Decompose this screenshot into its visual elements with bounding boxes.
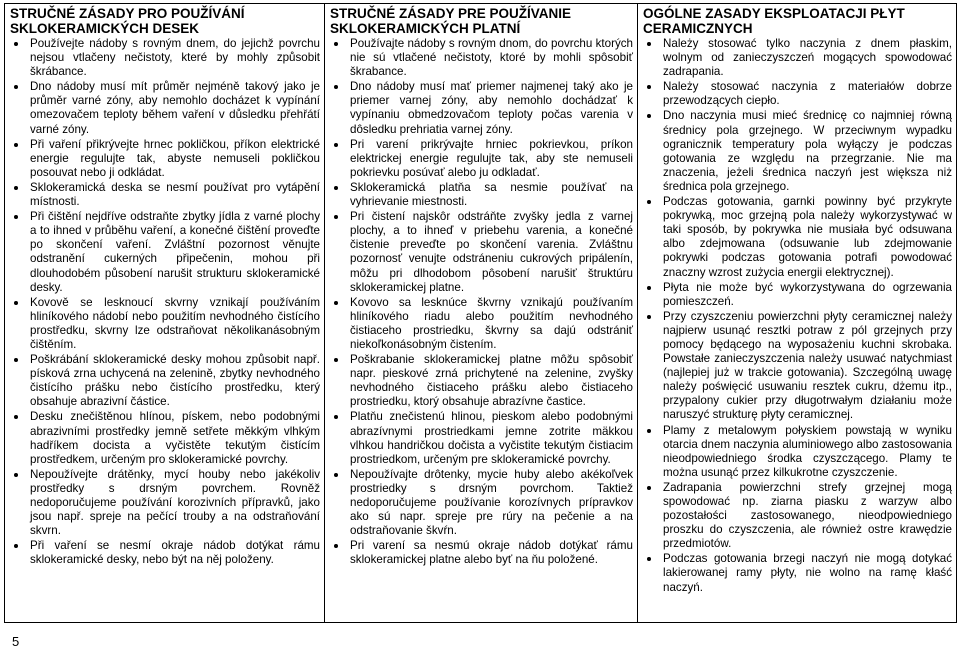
list-item-text: Platňu znečistenú hlinou, pieskom alebo podobnými abrazívnymi prostriedkami jemne zotrite mäkkou vlhkou handričkou dočista a vyčistite tekutým čistiacim prostriedkom, určeným pre sklokeramické povrchy.	[350, 410, 633, 466]
list-item	[643, 424, 952, 480]
bullet-icon	[14, 358, 18, 362]
list-item	[643, 80, 952, 108]
bullet-icon	[14, 415, 18, 419]
list-item	[10, 37, 320, 79]
list-item-text: Sklokeramická platňa sa nesmie používať na vyhrievanie miestnosti.	[350, 180, 633, 209]
list-item-text: Należy stosować naczynia z materiałów dobrze przewodzących ciepło.	[663, 80, 952, 108]
list-item-text: Zadrapania powierzchni strefy grzejnej mogą spowodować np. ziarna piasku z warzyw albo pozostałości zastosowanego, nieodpowiedniego proszku do czyszczenia, ale również ostre krawędzie przedmiotów.	[663, 480, 952, 551]
list-item-text: Poškrábání sklokeramické desky mohou způsobit např. písková zrna uchycená na zelenině, zbytky nevhodného čistícího prášku nebo čistícího prostředku, který obsahuje abrazivní částice.	[30, 353, 320, 409]
bullet-icon	[14, 473, 18, 477]
column-title-slovak: STRUČNÉ ZÁSADY PRE POUŽÍVANIE SKLOKERAMICKÝCH PLATNÍ	[330, 6, 572, 36]
list-item	[330, 37, 633, 79]
list-item	[330, 410, 633, 466]
bullet-icon	[14, 544, 18, 548]
bullet-icon	[334, 215, 338, 219]
list-item-text: Při čištění nejdříve odstraňte zbytky jídla z varné plochy a to ihned v průběhu vaření, a konečné čištění proveďte po skončení vaření. Zvláštní pozornost věnujte odstranění cukerných připečenin, mohou při dlouhodobém působení narušit strukturu sklokeramické desky.	[30, 210, 320, 294]
list-item-text: Sklokeramická deska se nesmí používat pro vytápění místnosti.	[30, 180, 320, 209]
list-item-text: Používajte nádoby s rovným dnom, do povrchu ktorých nie sú vtlačené nečistoty, ktoré by mohli spôsobiť škrabance.	[350, 37, 633, 79]
list-item-text: Nepoužívejte drátěnky, mycí houby nebo jakékoliv prostředky s drsným povrchem. Rovněž nedoporučujeme používání korozivních přípravků, jako jsou např. spreje na pečící trouby a na odstraňování skvrn.	[30, 467, 320, 538]
bullet-icon	[334, 415, 338, 419]
bullet-icon	[14, 143, 18, 147]
list-polish	[643, 37, 952, 595]
list-czech	[10, 37, 320, 567]
list-item	[10, 80, 320, 136]
list-item-text: Plamy z metalowym połyskiem powstają w wyniku otarcia dnem naczynia aluminiowego albo zastosowania nieodpowiedniego środka czyszczącego. Plamy te można usunąć przez kilkukrotne czyszczenie.	[663, 423, 952, 479]
bullet-icon	[647, 200, 651, 204]
bullet-icon	[334, 301, 338, 305]
bullet-icon	[334, 544, 338, 548]
list-item-text: Dno naczynia musi mieć średnicę co najmniej równą średnicy pola grzejnego. W przeciwnym wypadku ogranicznik temperatury pola wyłączy je podczas gotowania ze względu na przegrzanie. Nie ma znaczenia, jeżeli średnica naczyń jest większa niż średnica pola grzejnego.	[663, 109, 952, 193]
list-item-text: Należy stosować tylko naczynia z dnem płaskim, wolnym od zanieczyszczeń mogących spowodować zadrapania.	[663, 37, 952, 79]
list-item	[10, 138, 320, 180]
bullet-icon	[647, 429, 651, 433]
list-item	[643, 109, 952, 194]
column-title-czech: STRUČNÉ ZÁSADY PRO POUŽÍVÁNÍ SKLOKERAMICKÝCH DESEK	[10, 6, 245, 36]
list-item	[330, 539, 633, 567]
bullet-icon	[14, 186, 18, 190]
bullet-icon	[334, 85, 338, 89]
list-item-text: Nepoužívajte drôtenky, mycie huby alebo akékoľvek prostriedky s drsným povrchom. Taktiež nedoporučujeme používanie korozívnych prípravkov ako sú napr. spreje pre rúry na pečenie a na odstraňovanie škvŕn.	[350, 467, 633, 538]
list-item	[330, 80, 633, 136]
bullet-icon	[14, 85, 18, 89]
list-item	[10, 181, 320, 209]
list-item-text: Pri čistení najskôr odstráňte zvyšky jedla z varnej plochy, a to ihneď v priebehu varenia, a konečné čistenie preveďte po skončení varenia. Zvláštnu pozornosť venujte odstráneniu cukrových pripálenín, môžu pri dlhodobom pôsobení narušiť štruktúru sklokeramickej platne.	[350, 210, 633, 294]
list-item-text: Při vaření se nesmí okraje nádob dotýkat rámu sklokeramické desky, nebo být na něj položeny.	[30, 539, 320, 567]
list-item	[643, 195, 952, 280]
list-item-text: Používejte nádoby s rovným dnem, do jejichž povrchu nejsou vtlačeny nečistoty, které by mohly způsobit škrábance.	[30, 37, 320, 79]
list-item	[10, 210, 320, 295]
bullet-icon	[647, 42, 651, 46]
list-item	[330, 296, 633, 352]
bullet-icon	[647, 286, 651, 290]
list-item	[10, 296, 320, 352]
list-item	[643, 281, 952, 309]
list-item-text: Kovově se lesknoucí skvrny vznikají používáním hliníkového nádobí nebo použitím nevhodného čistícího prostředku, skvrny lze odstraňovat několikanásobným čištěním.	[30, 295, 320, 351]
list-item	[330, 210, 633, 295]
bullet-icon	[647, 114, 651, 118]
list-item	[643, 552, 952, 594]
bullet-icon	[647, 557, 651, 561]
list-item-text: Przy czyszczeniu powierzchni płyty ceramicznej należy najpierw usunąć resztki potraw z pól grzejnych przy pomocy będącego na wyposażeniu kuchni skrobaka. Powstałe zanieczyszczenia należy usuwać natychmiast (najlepiej już w trakcie gotowania). Szczególną uwagę należy poświęcić usuwaniu resztek cukru, dżemu itp., przypalony cukier przy długotrwałym działaniu może naruszyć strukturę płyty ceramicznej.	[663, 309, 952, 422]
list-item-text: Podczas gotowania, garnki powinny być przykryte pokrywką, moc grzejną pola należy wykorzystywać w taki sposób, by pokrywka nie musiała być odsuwana albo zdejmowana (odsuwanie lub zdejmowanie pokrywki podczas gotowania potrafi powodować znaczny wzrost zużycia energii elektrycznej).	[663, 195, 952, 279]
list-item	[330, 181, 633, 209]
bullet-icon	[334, 186, 338, 190]
list-item-text: Płyta nie może być wykorzystywana do ogrzewania pomieszczeń.	[663, 280, 952, 308]
list-item-text: Poškrabanie sklokeramickej platne môžu spôsobiť napr. pieskové zrná prichytené na zelenine, zvyšky nevhodného čistiaceho prášku alebo čistiaceho prostriedku, ktorý obsahuje abrazívne častice.	[350, 353, 633, 409]
bullet-icon	[14, 42, 18, 46]
column-czech	[5, 4, 325, 622]
list-item-text: Podczas gotowania brzegi naczyń nie mogą dotykać lakierowanej ramy płyty, nie wolno na ramę kłaść naczyń.	[663, 552, 952, 594]
list-item-text: Při vaření přikrývejte hrnec pokličkou, příkon elektrické energie regulujte tak, abyste nemuseli pokličkou posouvat nebo ji odkládat.	[30, 137, 320, 179]
list-slovak	[330, 37, 633, 567]
bullet-icon	[14, 215, 18, 219]
list-item-text: Pri varení sa nesmú okraje nádob dotýkať rámu sklokeramickej platne alebo byť na ňu položené.	[350, 539, 633, 567]
bullet-icon	[334, 42, 338, 46]
list-item-text: Kovovo sa lesknúce škvrny vznikajú používaním hliníkového riadu alebo použitím nevhodného čistiaceho prostriedku, škvrny sa dajú odstrániť niekoľkonásobným čistením.	[350, 295, 633, 351]
bullet-icon	[647, 486, 651, 490]
list-item-text: Pri varení prikrývajte hrniec pokrievkou, príkon elektrickej energie regulujte tak, aby ste nemuseli pokrievku posúvať alebo ju odkladať.	[350, 137, 633, 179]
bullet-icon	[334, 473, 338, 477]
page-number: 5	[12, 634, 20, 649]
list-item-text: Dno nádoby musí mať priemer najmenej taký ako je priemer varnej zóny, aby nemohlo dochádzať k vypínaniu obmedzovačom teploty počas varenia v dôsledku prehriatia varnej zóny.	[350, 80, 633, 136]
bullet-icon	[334, 143, 338, 147]
list-item	[10, 410, 320, 466]
list-item	[643, 481, 952, 551]
three-column-table	[4, 3, 957, 623]
list-item-text: Desku znečištěnou hlínou, pískem, nebo podobnými abrazivními prostředky jemně setřete měkkým vlhkým hadříkem docista a vyčistěte tekutým čistícím prostředkem, určeným pro sklokeramické povrchy.	[30, 410, 320, 466]
list-item	[10, 468, 320, 538]
list-item	[330, 468, 633, 538]
bullet-icon	[647, 315, 651, 319]
list-item	[330, 138, 633, 180]
list-item	[10, 353, 320, 409]
list-item	[643, 310, 952, 423]
list-item-text: Dno nádoby musí mít průměr nejméně takový jako je průměr varné zóny, aby nemohlo docházet k vypínání omezovačem teploty během vaření v důsledku přehřátí varné zóny.	[30, 80, 320, 136]
column-title-polish: OGÓLNE ZASADY EKSPLOATACJI PŁYT CERAMICZNYCH	[643, 6, 905, 36]
bullet-icon	[14, 301, 18, 305]
list-item	[330, 353, 633, 409]
list-item	[643, 37, 952, 79]
list-item	[10, 539, 320, 567]
bullet-icon	[334, 358, 338, 362]
column-slovak	[325, 4, 638, 622]
column-polish	[638, 4, 956, 622]
bullet-icon	[647, 85, 651, 89]
